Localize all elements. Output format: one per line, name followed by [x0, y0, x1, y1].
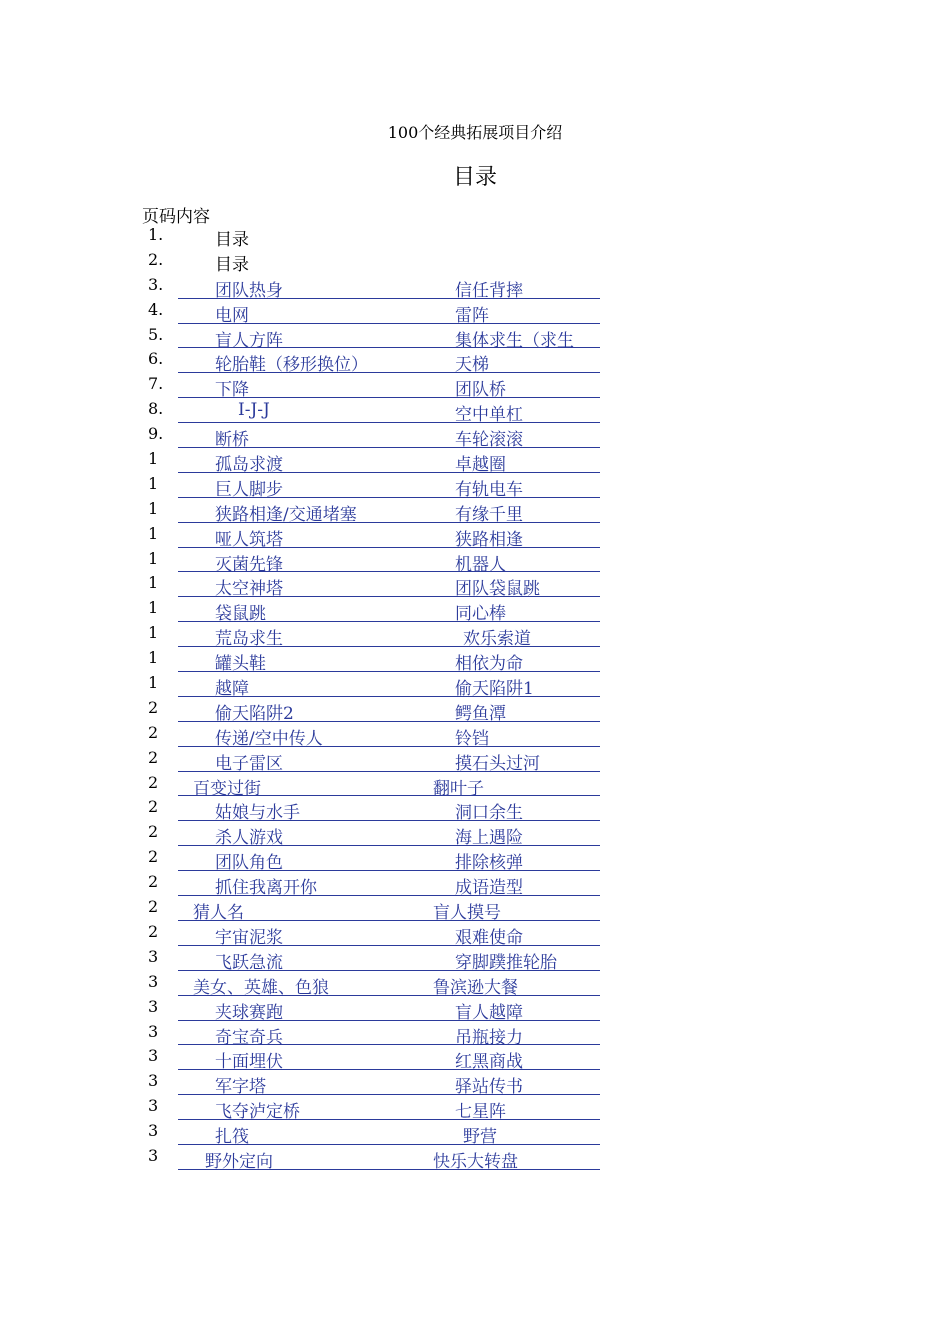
toc-link-left[interactable]: 百变过街	[193, 778, 261, 799]
toc-row	[0, 398, 950, 426]
toc-link-left[interactable]: 军字塔	[215, 1077, 266, 1098]
toc-link-left[interactable]: 野外定向	[205, 1151, 273, 1172]
toc-link-right[interactable]: 盲人越障	[455, 1002, 523, 1023]
toc-link-left[interactable]: 飞夺泸定桥	[215, 1102, 300, 1123]
toc-entry-text: 目录	[215, 254, 249, 275]
page-number: 1	[148, 523, 159, 543]
page-number: 8.	[148, 399, 164, 419]
page-number: 3	[148, 1121, 159, 1141]
toc-row	[0, 299, 950, 324]
toc-link-right[interactable]: 团队桥	[455, 380, 506, 401]
toc-link-right[interactable]: 狭路相逢	[455, 529, 523, 550]
toc-link-right[interactable]: 翻叶子	[433, 778, 484, 799]
page-number: 5.	[148, 324, 164, 344]
toc-link-right[interactable]: 排除核弹	[455, 853, 523, 874]
toc-row	[0, 1070, 950, 1098]
toc-link-left[interactable]: 团队热身	[215, 280, 283, 301]
toc-link-right[interactable]: 团队袋鼠跳	[455, 579, 540, 600]
page-number: 1	[148, 498, 159, 518]
toc-row	[0, 523, 950, 548]
page-number: 2	[148, 822, 159, 842]
toc-row	[0, 821, 950, 849]
page-number: 6.	[148, 349, 164, 369]
page-number: 1	[148, 573, 159, 593]
toc-link-right[interactable]: 集体求生（求生	[455, 330, 574, 351]
toc-link-right[interactable]: 铃铛	[455, 728, 489, 749]
page-number: 2.	[148, 249, 164, 269]
page-number: 1	[148, 623, 159, 643]
page-number: 2	[148, 897, 159, 917]
toc-link-right[interactable]: 鲁滨逊大餐	[433, 977, 518, 998]
toc-link-right[interactable]: 鳄鱼潭	[455, 703, 506, 724]
toc-row	[0, 921, 950, 946]
toc-link-left[interactable]: 团队角色	[215, 853, 283, 874]
toc-row	[0, 423, 950, 451]
toc-row	[0, 274, 950, 299]
toc-link-left[interactable]: 袋鼠跳	[215, 604, 266, 625]
toc-link-right[interactable]: 卓越圈	[455, 455, 506, 476]
toc-link-right[interactable]: 信任背摔	[455, 280, 523, 301]
page-number: 3	[148, 1071, 159, 1091]
toc-row	[0, 896, 950, 924]
toc-link-right[interactable]: 有轨电车	[455, 479, 523, 500]
toc-row	[0, 971, 950, 996]
toc-row	[0, 572, 950, 600]
page-number: 3	[148, 1145, 159, 1165]
toc-link-left[interactable]: 荒岛求生	[215, 629, 283, 650]
toc-row	[0, 796, 950, 824]
toc-link-left[interactable]: 奇宝奇兵	[215, 1027, 283, 1048]
toc-row	[0, 697, 950, 722]
page-number: 3.	[148, 274, 164, 294]
toc-link-right[interactable]: 空中单杠	[455, 405, 523, 426]
page-number: 7.	[148, 374, 164, 394]
toc-link-left[interactable]: 飞跃急流	[215, 952, 283, 973]
toc-link-right[interactable]: 七星阵	[455, 1102, 506, 1123]
toc-row	[0, 224, 950, 249]
page-number: 2	[148, 747, 159, 767]
toc-link-right[interactable]: 吊瓶接力	[455, 1027, 523, 1048]
toc-link-left[interactable]: 传递/空中传人	[215, 728, 323, 749]
toc-link-right[interactable]: 相依为命	[455, 654, 523, 675]
toc-row	[0, 548, 950, 573]
page-number: 2	[148, 772, 159, 792]
page-number: 3	[148, 1046, 159, 1066]
toc-link-left[interactable]: 姑娘与水手	[215, 803, 300, 824]
toc-link-right[interactable]: 海上遇险	[455, 828, 523, 849]
page-number: 4.	[148, 299, 164, 319]
page-number: 1	[148, 449, 159, 469]
toc-link-right[interactable]: 快乐大转盘	[433, 1151, 518, 1172]
toc-link-left[interactable]: 杀人游戏	[215, 828, 283, 849]
toc-link-left[interactable]: 扎筏	[215, 1127, 249, 1148]
toc-link-right[interactable]: 穿脚蹼推轮胎	[455, 952, 557, 973]
toc-link-left[interactable]: 轮胎鞋（移形换位）	[215, 355, 368, 376]
toc-row	[0, 448, 950, 476]
toc-row	[0, 498, 950, 523]
link-underline	[178, 1169, 600, 1170]
toc-link-right[interactable]: 驿站传书	[455, 1077, 523, 1098]
toc-link-left[interactable]: 哑人筑塔	[215, 529, 283, 550]
page-number: 1.	[148, 225, 164, 244]
page-number: 1	[148, 548, 159, 568]
toc-link-right[interactable]: 野营	[463, 1127, 497, 1148]
toc-row	[0, 1021, 950, 1046]
toc-link-left[interactable]: 灭菌先锋	[215, 554, 283, 575]
toc-link-right[interactable]: 车轮滚滚	[455, 430, 523, 451]
toc-link-left[interactable]: 电子雷区	[215, 753, 283, 774]
page-number: 1	[148, 473, 159, 493]
toc-link-right[interactable]: 有缘千里	[455, 504, 523, 525]
toc-link-right[interactable]: 成语造型	[455, 878, 523, 899]
toc-row	[0, 1045, 950, 1073]
toc-link-left[interactable]: 下降	[215, 380, 249, 401]
toc-link-right[interactable]: 机器人	[455, 554, 506, 575]
toc-link-left[interactable]: 十面埋伏	[215, 1052, 283, 1073]
toc-link-left[interactable]: 罐头鞋	[215, 654, 266, 675]
toc-link-right[interactable]: 洞口余生	[455, 803, 523, 824]
toc-link-right[interactable]: 偷天陷阱1	[455, 679, 534, 700]
page-number: 1	[148, 648, 159, 668]
toc-link-right[interactable]: 红黑商战	[455, 1052, 523, 1073]
toc-link-right[interactable]: 摸石头过河	[455, 753, 540, 774]
toc-link-right[interactable]: 盲人摸号	[433, 903, 501, 924]
document-title: 100个经典拓展项目介绍	[387, 123, 563, 142]
toc-row	[0, 871, 950, 899]
toc-link-left[interactable]: 太空神塔	[215, 579, 283, 600]
toc-link-left[interactable]: 美女、英雄、色狼	[193, 977, 329, 998]
toc-row	[0, 597, 950, 625]
toc-row	[0, 373, 950, 401]
page-number: 2	[148, 797, 159, 817]
toc-link-right[interactable]: 艰难使命	[455, 927, 523, 948]
toc-heading: 目录	[452, 165, 497, 190]
page-number: 1	[148, 673, 159, 693]
toc-row	[0, 622, 950, 650]
toc-link-left[interactable]: 宇宙泥浆	[215, 927, 283, 948]
toc-row	[0, 722, 950, 747]
page-number: 3	[148, 1021, 159, 1041]
page-number: 2	[148, 847, 159, 867]
toc-row	[0, 996, 950, 1021]
toc-row	[0, 324, 950, 349]
toc-link-left[interactable]: 孤岛求渡	[215, 455, 283, 476]
toc-link-right[interactable]: 欢乐索道	[463, 629, 531, 650]
toc-row	[0, 946, 950, 971]
toc-link-right[interactable]: 同心棒	[455, 604, 506, 625]
toc-link-left[interactable]: 电网	[215, 305, 249, 326]
toc-link-left[interactable]: 断桥	[215, 430, 249, 451]
toc-link-right[interactable]: 雷阵	[455, 305, 489, 326]
page-number: 3	[148, 971, 159, 991]
toc-link-left[interactable]: I-J-J	[238, 400, 270, 421]
toc-row	[0, 1095, 950, 1123]
toc-row	[0, 1145, 950, 1170]
toc-row	[0, 672, 950, 700]
page-number: 3	[148, 996, 159, 1016]
toc-row	[0, 249, 950, 274]
page-number: 3	[148, 946, 159, 966]
page-number: 2	[148, 872, 159, 892]
page-number: 3	[148, 1096, 159, 1116]
toc-link-left[interactable]: 越障	[215, 679, 249, 700]
toc-link-left[interactable]: 抓住我离开你	[215, 878, 317, 899]
page-number: 2	[148, 722, 159, 742]
toc-row	[0, 1120, 950, 1148]
toc-row	[0, 747, 950, 772]
toc-row	[0, 647, 950, 675]
page-number: 9.	[148, 424, 164, 444]
page-number: 2	[148, 697, 159, 717]
toc-entry-text: 目录	[215, 230, 249, 250]
toc-link-left[interactable]: 狭路相逢/交通堵塞	[215, 504, 357, 525]
toc-row	[0, 846, 950, 874]
toc-link-left[interactable]: 夹球赛跑	[215, 1002, 283, 1023]
page-number: 1	[148, 598, 159, 618]
toc-link-left[interactable]: 猜人名	[193, 903, 244, 924]
table-of-contents	[0, 224, 950, 1170]
toc-row	[0, 473, 950, 498]
toc-link-left[interactable]: 巨人脚步	[215, 479, 283, 500]
page-number: 2	[148, 921, 159, 941]
toc-column-header: 页码内容	[142, 207, 210, 227]
toc-row	[0, 348, 950, 376]
toc-link-right[interactable]: 天梯	[455, 355, 489, 376]
toc-row	[0, 772, 950, 797]
toc-link-left[interactable]: 偷天陷阱2	[215, 703, 294, 724]
toc-link-left[interactable]: 盲人方阵	[215, 330, 283, 351]
